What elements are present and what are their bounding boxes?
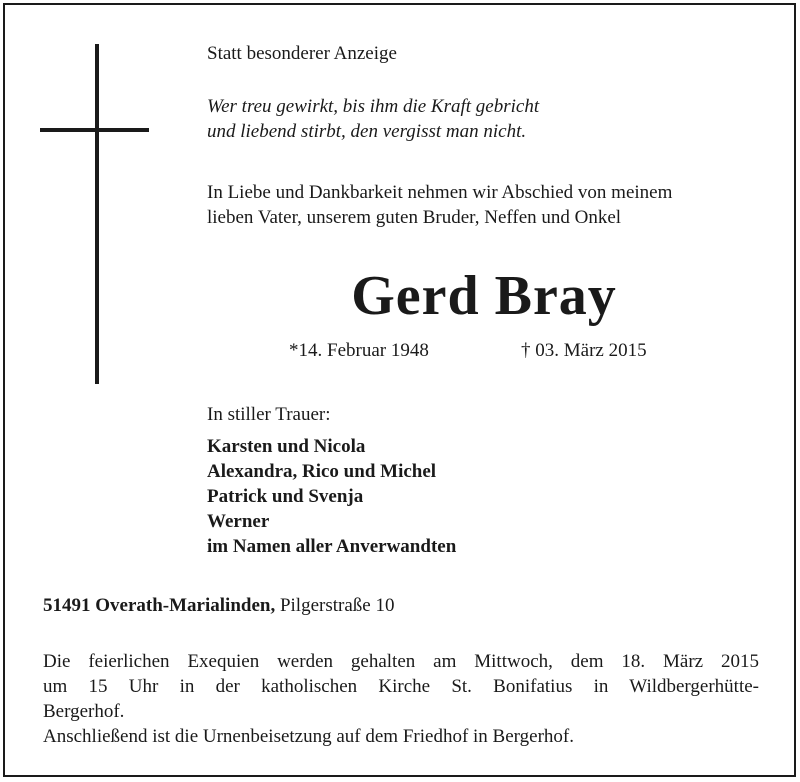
intro-line-2: lieben Vater, unserem guten Bruder, Neffen und Onkel: [207, 207, 622, 228]
verse-line-1: Wer treu gewirkt, bis ihm die Kraft gebricht: [207, 96, 540, 117]
mourner-line: Karsten und Nicola: [207, 436, 366, 457]
header-text: Statt besonderer Anzeige: [207, 43, 397, 64]
death-date: † 03. März 2015: [521, 340, 647, 361]
service-line-4: Anschließend ist die Urnenbeisetzung auf dem Friedhof in Bergerhof.: [43, 726, 574, 747]
service-line-2: um 15 Uhr in der katholischen Kirche St. Bonifatius in Wildbergerhütte-: [43, 676, 759, 697]
mourner-line: im Namen aller Anverwandten: [207, 536, 457, 557]
service-line-1: Die feierlichen Exequien werden gehalten am Mittwoch, dem 18. März 2015: [43, 651, 759, 672]
verse-line-2: und liebend stirbt, den vergisst man nicht.: [207, 121, 527, 142]
mourner-line: Patrick und Svenja: [207, 486, 364, 507]
mourner-line: Alexandra, Rico und Michel: [207, 461, 437, 482]
service-line-3: Bergerhof.: [43, 701, 125, 722]
address: [43, 594, 394, 618]
cross-icon: [95, 44, 99, 384]
address-city: 51491 Overath-Marialinden,: [43, 595, 276, 616]
cross-icon-crossbar: [40, 128, 149, 132]
mourning-label: In stiller Trauer:: [207, 404, 331, 425]
birth-date: *14. Februar 1948: [289, 340, 429, 361]
mourner-line: Werner: [207, 511, 270, 532]
deceased-name: Gerd Bray: [351, 265, 617, 327]
intro-line-1: In Liebe und Dankbarkeit nehmen wir Abschied von meinem: [207, 182, 673, 203]
address-street: Pilgerstraße 10: [279, 595, 395, 616]
